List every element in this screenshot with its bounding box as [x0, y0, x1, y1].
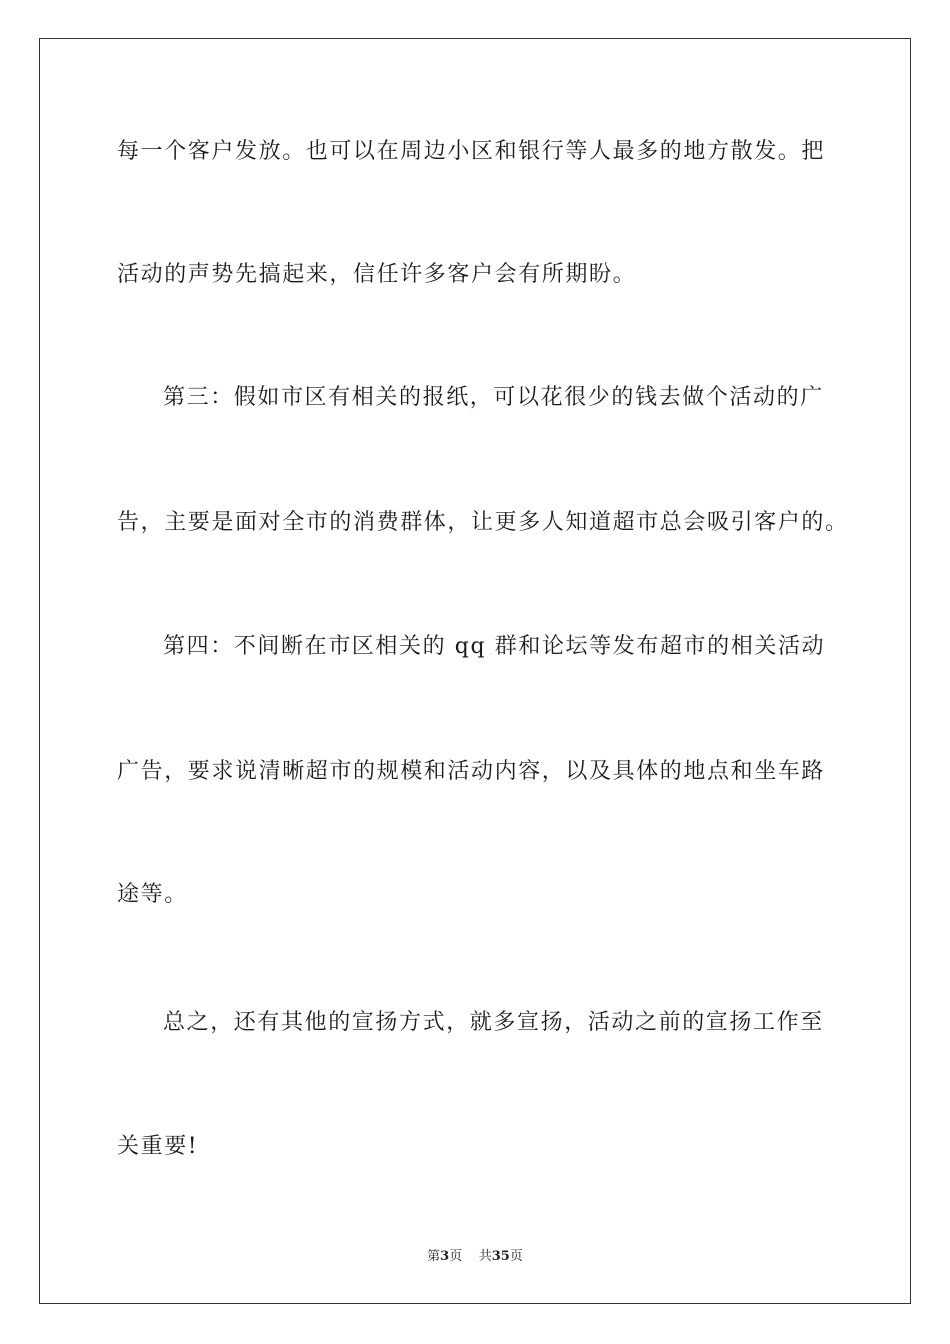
- page-footer: [0, 1248, 950, 1266]
- body-line-6: 广告，要求说清晰超市的规模和活动内容，以及具体的地点和坐车路: [117, 759, 826, 784]
- body-line-9: 关重要!: [117, 1134, 199, 1159]
- body-line-8: 总之，还有其他的宣扬方式，就多宣扬，活动之前的宣扬工作至: [163, 1010, 824, 1035]
- body-line-2: 活动的声势先搞起来，信任许多客户会有所期盼。: [117, 262, 637, 287]
- body-line-1: 每一个客户发放。也可以在周边小区和银行等人最多的地方散发。把: [117, 139, 826, 164]
- body-line-5: 第四：不间断在市区相关的 qq 群和论坛等发布超市的相关活动: [163, 634, 826, 659]
- page-number: 3: [440, 1249, 450, 1264]
- page-border: [39, 38, 911, 1304]
- page-suffix: 页: [449, 1249, 463, 1264]
- body-line-7: 途等。: [117, 882, 188, 907]
- page-prefix: 第: [427, 1249, 441, 1264]
- body-line-4: 告，主要是面对全市的消费群体，让更多人知道超市总会吸引客户的。: [117, 510, 849, 535]
- total-suffix: 页: [509, 1249, 523, 1264]
- body-line-3: 第三：假如市区有相关的报纸，可以花很少的钱去做个活动的广: [163, 385, 824, 410]
- total-prefix: 共: [478, 1249, 492, 1264]
- total-pages: 35: [491, 1249, 510, 1264]
